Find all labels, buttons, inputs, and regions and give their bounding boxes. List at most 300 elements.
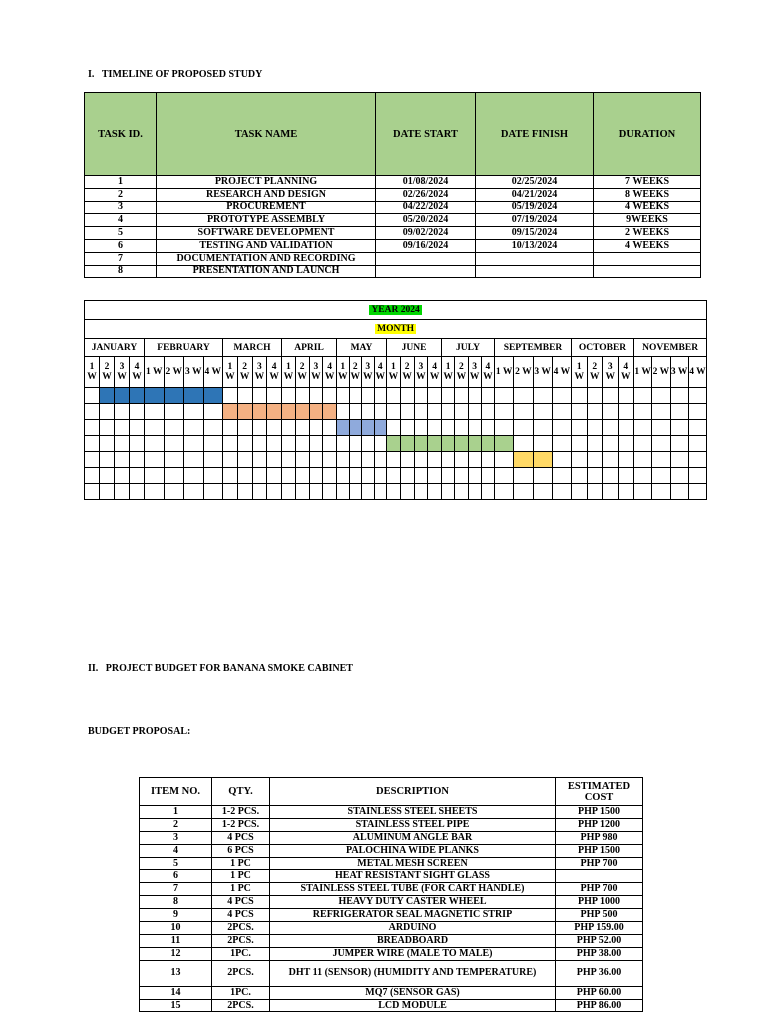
budget-cell: 1 PC	[212, 870, 270, 883]
gantt-week-label: 3 W	[309, 357, 323, 388]
gantt-week-label: 1 W	[85, 357, 100, 388]
timeline-cell: PROJECT PLANNING	[157, 176, 376, 189]
gantt-cell	[618, 420, 634, 436]
timeline-cell: 02/26/2024	[376, 188, 476, 201]
gantt-cell	[130, 452, 145, 468]
gantt-cell	[223, 420, 238, 436]
gantt-cell	[203, 420, 223, 436]
budget-cell: 2PCS.	[212, 960, 270, 986]
gantt-bar-segment	[145, 388, 165, 404]
gantt-cell	[100, 420, 115, 436]
gantt-cell	[688, 420, 706, 436]
gantt-chart	[84, 300, 707, 500]
gantt-cell	[670, 436, 688, 452]
gantt-cell	[323, 420, 337, 436]
gantt-week-label: 1 W	[572, 357, 588, 388]
gantt-bar-row	[85, 404, 707, 420]
gantt-cell	[387, 468, 401, 484]
gantt-cell	[237, 420, 252, 436]
gantt-cell	[295, 468, 309, 484]
budget-cell: HEAT RESISTANT SIGHT GLASS	[270, 870, 556, 883]
gantt-cell	[295, 452, 309, 468]
budget-cell: ALUMINUM ANGLE BAR	[270, 831, 556, 844]
gantt-week-label: 4 W	[203, 357, 223, 388]
budget-header-cell: QTY.	[212, 778, 270, 806]
gantt-cell	[267, 388, 282, 404]
timeline-cell: 02/25/2024	[476, 176, 594, 189]
gantt-cell	[309, 436, 323, 452]
timeline-cell: 2 WEEKS	[594, 227, 701, 240]
timeline-cell: 3	[85, 201, 157, 214]
gantt-cell	[323, 436, 337, 452]
gantt-cell	[587, 484, 603, 500]
gantt-week-label: 4 W	[323, 357, 337, 388]
gantt-bar-segment	[374, 420, 387, 436]
gantt-week-label: 4 W	[552, 357, 571, 388]
gantt-cell	[688, 484, 706, 500]
gantt-cell	[100, 404, 115, 420]
gantt-cell	[455, 468, 468, 484]
gantt-cell	[164, 420, 184, 436]
budget-cell: STAINLESS STEEL PIPE	[270, 818, 556, 831]
gantt-cell	[85, 420, 100, 436]
gantt-bar-row	[85, 484, 707, 500]
gantt-cell	[618, 436, 634, 452]
gantt-bar-segment	[100, 388, 115, 404]
gantt-week-label: 2 W	[237, 357, 252, 388]
gantt-month-name: MAY	[337, 339, 387, 357]
gantt-cell	[468, 484, 481, 500]
gantt-cell	[533, 484, 552, 500]
gantt-cell	[267, 452, 282, 468]
gantt-cell	[337, 484, 350, 500]
timeline-cell: 8 WEEKS	[594, 188, 701, 201]
gantt-cell	[337, 436, 350, 452]
gantt-cell	[85, 484, 100, 500]
gantt-cell	[468, 468, 481, 484]
gantt-cell	[100, 452, 115, 468]
gantt-cell	[572, 468, 588, 484]
budget-cell: STAINLESS STEEL SHEETS	[270, 806, 556, 819]
budget-cell: 2PCS.	[212, 934, 270, 947]
gantt-cell	[618, 484, 634, 500]
gantt-cell	[481, 468, 494, 484]
budget-cell: 15	[140, 999, 212, 1012]
gantt-month-names-row	[85, 339, 707, 357]
timeline-cell: 9WEEKS	[594, 214, 701, 227]
gantt-cell	[267, 420, 282, 436]
gantt-week-label: 4 W	[688, 357, 706, 388]
gantt-bar-segment	[349, 420, 362, 436]
gantt-bar-row	[85, 468, 707, 484]
gantt-week-label: 2 W	[455, 357, 468, 388]
gantt-cell	[387, 484, 401, 500]
gantt-cell	[145, 420, 165, 436]
budget-cell: PHP 1500	[556, 806, 643, 819]
gantt-cell	[362, 388, 375, 404]
gantt-cell	[688, 404, 706, 420]
timeline-cell: 2	[85, 188, 157, 201]
budget-cell: 12	[140, 947, 212, 960]
gantt-cell	[552, 404, 571, 420]
gantt-cell	[428, 468, 442, 484]
timeline-header-cell: TASK NAME	[157, 93, 376, 176]
gantt-bar-segment	[115, 388, 130, 404]
gantt-cell	[115, 420, 130, 436]
gantt-cell	[237, 388, 252, 404]
timeline-cell: 5	[85, 227, 157, 240]
gantt-cell	[164, 452, 184, 468]
gantt-cell	[252, 452, 267, 468]
timeline-cell	[594, 265, 701, 278]
gantt-week-label: 1 W	[442, 357, 455, 388]
gantt-bar-row	[85, 388, 707, 404]
gantt-cell	[552, 388, 571, 404]
timeline-cell: DOCUMENTATION AND RECORDING	[157, 252, 376, 265]
timeline-cell: RESEARCH AND DESIGN	[157, 188, 376, 201]
budget-cell: PHP 1500	[556, 844, 643, 857]
gantt-week-label: 4 W	[267, 357, 282, 388]
gantt-cell	[552, 436, 571, 452]
budget-row	[140, 831, 643, 844]
gantt-year-cell	[85, 301, 707, 320]
gantt-cell	[337, 452, 350, 468]
gantt-cell	[652, 484, 670, 500]
gantt-cell	[164, 484, 184, 500]
budget-cell: 5	[140, 857, 212, 870]
gantt-cell	[295, 420, 309, 436]
gantt-cell	[400, 388, 414, 404]
gantt-week-label: 1 W	[387, 357, 401, 388]
timeline-header-cell: DATE FINISH	[476, 93, 594, 176]
gantt-cell	[400, 468, 414, 484]
gantt-cell	[670, 388, 688, 404]
gantt-cell	[652, 420, 670, 436]
timeline-row	[85, 252, 701, 265]
gantt-cell	[130, 420, 145, 436]
gantt-cell	[552, 452, 571, 468]
gantt-cell	[634, 468, 652, 484]
timeline-cell: 04/22/2024	[376, 201, 476, 214]
gantt-cell	[670, 452, 688, 468]
timeline-cell: PROTOTYPE ASSEMBLY	[157, 214, 376, 227]
gantt-cell	[203, 404, 223, 420]
gantt-bar-segment	[164, 388, 184, 404]
budget-row	[140, 922, 643, 935]
gantt-cell	[670, 404, 688, 420]
gantt-cell	[414, 388, 428, 404]
budget-cell: 2	[140, 818, 212, 831]
gantt-bar-segment	[428, 436, 442, 452]
gantt-cell	[603, 436, 619, 452]
budget-row	[140, 883, 643, 896]
timeline-cell: 1	[85, 176, 157, 189]
timeline-cell	[376, 265, 476, 278]
budget-cell: 11	[140, 934, 212, 947]
gantt-bar-segment	[514, 452, 533, 468]
gantt-cell	[414, 404, 428, 420]
gantt-cell	[267, 436, 282, 452]
gantt-cell	[323, 452, 337, 468]
gantt-cell	[184, 420, 204, 436]
gantt-year-row	[85, 301, 707, 320]
gantt-month-name: JANUARY	[85, 339, 145, 357]
gantt-cell	[85, 388, 100, 404]
gantt-month-name: NOVEMBER	[634, 339, 707, 357]
timeline-cell	[476, 252, 594, 265]
budget-row	[140, 986, 643, 999]
gantt-cell	[115, 404, 130, 420]
gantt-cell	[295, 436, 309, 452]
budget-cell: 2PCS.	[212, 999, 270, 1012]
gantt-bar-segment	[400, 436, 414, 452]
gantt-cell	[282, 436, 296, 452]
gantt-cell	[495, 484, 514, 500]
gantt-cell	[428, 420, 442, 436]
gantt-cell	[587, 468, 603, 484]
gantt-cell	[349, 436, 362, 452]
gantt-cell	[442, 452, 455, 468]
gantt-cell	[223, 452, 238, 468]
gantt-cell	[688, 468, 706, 484]
timeline-row	[85, 201, 701, 214]
gantt-cell	[130, 468, 145, 484]
budget-row	[140, 909, 643, 922]
gantt-week-label: 2 W	[349, 357, 362, 388]
budget-cell: PHP 159.00	[556, 922, 643, 935]
gantt-month-name: SEPTEMBER	[495, 339, 572, 357]
timeline-row	[85, 227, 701, 240]
budget-cell: 1	[140, 806, 212, 819]
gantt-cell	[282, 452, 296, 468]
gantt-cell	[362, 404, 375, 420]
gantt-month-label-row	[85, 320, 707, 339]
gantt-cell	[374, 404, 387, 420]
gantt-cell	[282, 388, 296, 404]
timeline-cell: 6	[85, 239, 157, 252]
budget-cell: 13	[140, 960, 212, 986]
gantt-cell	[184, 468, 204, 484]
budget-cell: BREADBOARD	[270, 934, 556, 947]
gantt-cell	[349, 404, 362, 420]
gantt-bar-row	[85, 452, 707, 468]
gantt-cell	[337, 388, 350, 404]
gantt-week-label: 2 W	[652, 357, 670, 388]
budget-cell: PHP 500	[556, 909, 643, 922]
gantt-cell	[652, 452, 670, 468]
gantt-cell	[223, 388, 238, 404]
budget-cell: REFRIGERATOR SEAL MAGNETIC STRIP	[270, 909, 556, 922]
timeline-cell: 4 WEEKS	[594, 239, 701, 252]
gantt-cell	[282, 484, 296, 500]
gantt-cell	[587, 436, 603, 452]
gantt-month-name: OCTOBER	[572, 339, 634, 357]
gantt-cell	[100, 468, 115, 484]
gantt-bar-segment	[237, 404, 252, 420]
gantt-cell	[164, 404, 184, 420]
gantt-cell	[323, 468, 337, 484]
gantt-cell	[145, 484, 165, 500]
timeline-cell	[476, 265, 594, 278]
gantt-cell	[587, 404, 603, 420]
gantt-cell	[282, 420, 296, 436]
gantt-cell	[603, 404, 619, 420]
gantt-cell	[237, 452, 252, 468]
gantt-cell	[362, 468, 375, 484]
budget-cell: STAINLESS STEEL TUBE (FOR CART HANDLE)	[270, 883, 556, 896]
budget-cell: PHP 700	[556, 857, 643, 870]
budget-cell: 1 PC	[212, 883, 270, 896]
gantt-cell	[130, 404, 145, 420]
budget-cell: 8	[140, 896, 212, 909]
gantt-week-label: 3 W	[362, 357, 375, 388]
gantt-bar-segment	[455, 436, 468, 452]
gantt-bar-segment	[309, 404, 323, 420]
gantt-cell	[349, 468, 362, 484]
budget-row	[140, 806, 643, 819]
gantt-cell	[455, 420, 468, 436]
budget-row	[140, 960, 643, 986]
gantt-cell	[414, 468, 428, 484]
budget-cell: PHP 38.00	[556, 947, 643, 960]
budget-cell: LCD MODULE	[270, 999, 556, 1012]
gantt-week-label: 3 W	[115, 357, 130, 388]
gantt-month-name: APRIL	[282, 339, 337, 357]
budget-cell: PHP 700	[556, 883, 643, 896]
gantt-cell	[442, 388, 455, 404]
gantt-cell	[349, 484, 362, 500]
budget-cell: PHP 1000	[556, 896, 643, 909]
gantt-cell	[295, 388, 309, 404]
gantt-cell	[533, 468, 552, 484]
gantt-month-cell	[85, 320, 707, 339]
gantt-cell	[203, 468, 223, 484]
gantt-cell	[309, 484, 323, 500]
gantt-bar-segment	[442, 436, 455, 452]
gantt-cell	[184, 484, 204, 500]
timeline-heading: I. TIMELINE OF PROPOSED STUDY	[88, 69, 263, 80]
gantt-cell	[495, 468, 514, 484]
gantt-cell	[387, 388, 401, 404]
gantt-bar-segment	[223, 404, 238, 420]
gantt-cell	[295, 484, 309, 500]
gantt-cell	[428, 484, 442, 500]
year-label: YEAR 2024	[371, 305, 420, 315]
gantt-cell	[495, 404, 514, 420]
gantt-cell	[603, 484, 619, 500]
gantt-cell	[618, 404, 634, 420]
gantt-bar-segment	[362, 420, 375, 436]
gantt-cell	[362, 436, 375, 452]
gantt-bar-segment	[130, 388, 145, 404]
gantt-cell	[533, 420, 552, 436]
gantt-week-label: 2 W	[295, 357, 309, 388]
gantt-cell	[428, 452, 442, 468]
gantt-week-label: 1 W	[634, 357, 652, 388]
gantt-cell	[670, 484, 688, 500]
budget-table	[139, 777, 643, 1012]
gantt-cell	[309, 388, 323, 404]
budget-cell	[556, 870, 643, 883]
timeline-header-cell: DATE START	[376, 93, 476, 176]
gantt-cell	[164, 436, 184, 452]
gantt-week-label: 1 W	[495, 357, 514, 388]
gantt-week-label: 3 W	[603, 357, 619, 388]
gantt-cell	[309, 452, 323, 468]
gantt-cell	[587, 420, 603, 436]
gantt-cell	[652, 436, 670, 452]
gantt-cell	[387, 420, 401, 436]
budget-row	[140, 870, 643, 883]
gantt-bar-segment	[295, 404, 309, 420]
gantt-cell	[533, 436, 552, 452]
gantt-cell	[164, 468, 184, 484]
gantt-cell	[184, 404, 204, 420]
gantt-week-label: 3 W	[533, 357, 552, 388]
gantt-cell	[618, 468, 634, 484]
gantt-cell	[362, 452, 375, 468]
gantt-cell	[670, 420, 688, 436]
timeline-cell	[594, 252, 701, 265]
gantt-week-label: 3 W	[184, 357, 204, 388]
gantt-cell	[603, 452, 619, 468]
gantt-week-label: 2 W	[400, 357, 414, 388]
gantt-cell	[184, 436, 204, 452]
timeline-cell: 04/21/2024	[476, 188, 594, 201]
budget-cell: 14	[140, 986, 212, 999]
gantt-cell	[514, 404, 533, 420]
gantt-week-label: 3 W	[252, 357, 267, 388]
budget-header-cell: ITEM NO.	[140, 778, 212, 806]
gantt-week-label: 4 W	[618, 357, 634, 388]
budget-heading: II. PROJECT BUDGET FOR BANANA SMOKE CABINET	[88, 663, 353, 674]
budget-cell: PHP 52.00	[556, 934, 643, 947]
gantt-cell	[603, 420, 619, 436]
budget-cell: METAL MESH SCREEN	[270, 857, 556, 870]
gantt-cell	[481, 388, 494, 404]
budget-cell: 2PCS.	[212, 922, 270, 935]
gantt-cell	[349, 388, 362, 404]
gantt-cell	[130, 484, 145, 500]
gantt-week-label: 1 W	[223, 357, 238, 388]
budget-cell: PHP 60.00	[556, 986, 643, 999]
gantt-cell	[203, 452, 223, 468]
gantt-cell	[495, 452, 514, 468]
gantt-cell	[618, 388, 634, 404]
gantt-cell	[572, 420, 588, 436]
gantt-cell	[688, 436, 706, 452]
gantt-cell	[688, 452, 706, 468]
timeline-row	[85, 214, 701, 227]
gantt-cell	[237, 484, 252, 500]
timeline-cell: SOFTWARE DEVELOPMENT	[157, 227, 376, 240]
gantt-cell	[85, 436, 100, 452]
budget-header-cell: ESTIMATED COST	[556, 778, 643, 806]
budget-cell: 4 PCS	[212, 909, 270, 922]
gantt-week-label: 1 W	[145, 357, 165, 388]
gantt-cell	[533, 388, 552, 404]
budget-row	[140, 857, 643, 870]
gantt-cell	[514, 436, 533, 452]
gantt-week-label: 4 W	[428, 357, 442, 388]
gantt-cell	[634, 436, 652, 452]
gantt-cell	[455, 404, 468, 420]
gantt-cell	[282, 468, 296, 484]
gantt-cell	[252, 420, 267, 436]
gantt-cell	[400, 452, 414, 468]
gantt-bar-segment	[533, 452, 552, 468]
gantt-cell	[309, 468, 323, 484]
